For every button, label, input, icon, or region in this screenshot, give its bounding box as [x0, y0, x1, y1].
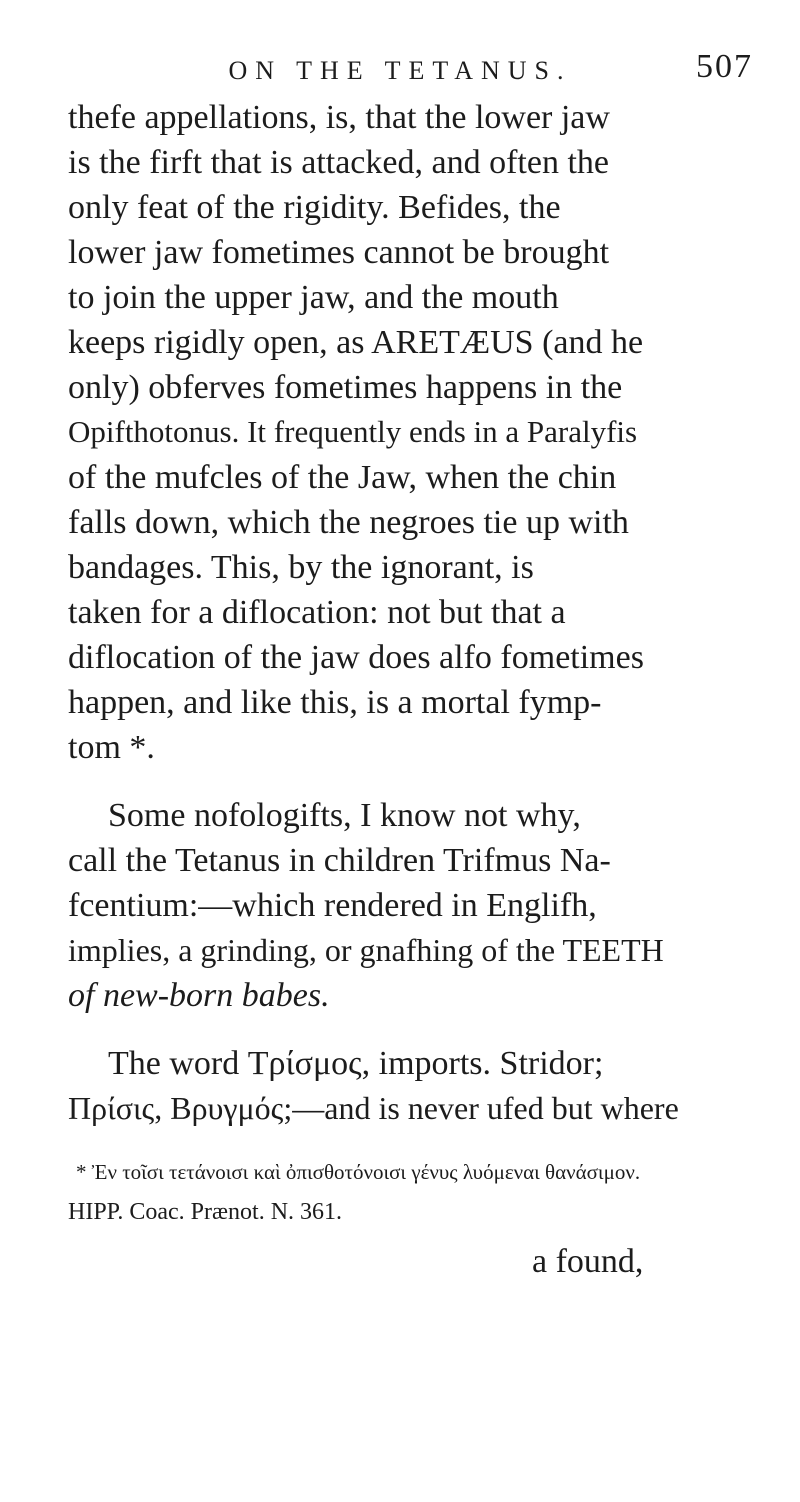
text-line: implies, a grinding, or gnafhing of the TEETH — [68, 932, 664, 968]
text-line: keeps rigidly open, as ARETÆUS (and he — [68, 324, 644, 361]
running-title: ON THE TETANUS. — [228, 56, 572, 85]
text-line: call the Tetanus in children Trifmus Na- — [68, 842, 611, 879]
text-line: happen, and like this, is a mortal fymp- — [68, 684, 602, 721]
footnote-citation: HIPP. Coac. Prænot. N. 361. — [68, 1199, 343, 1225]
catchword: a found, — [532, 1243, 644, 1280]
text-line: diflocation of the jaw does alfo fometimes — [68, 639, 644, 676]
text-line: only) obferves fometimes happens in the — [68, 369, 623, 406]
text-line: of the mufcles of the Jaw, when the chin — [68, 459, 617, 496]
text-line: is the firft that is attacked, and often the — [68, 144, 609, 181]
text-line: fcentium:—which rendered in Englifh, — [68, 887, 597, 924]
text-line: Some nofologifts, I know not why, — [108, 797, 581, 834]
page-number: 507 — [696, 48, 753, 85]
text-line: thefe appellations, is, that the lower jaw — [68, 99, 610, 136]
text-line: lower jaw fometimes cannot be brought — [68, 234, 610, 271]
text-line: taken for a diflocation: not but that a — [68, 594, 566, 631]
text-line: bandages. This, by the ignorant, is — [68, 549, 534, 586]
text-line: tom *. — [68, 729, 155, 766]
text-line: to join the upper jaw, and the mouth — [68, 279, 559, 316]
text-line: Πρίσις, Βρυγμός;—and is never ufed but where — [68, 1090, 679, 1126]
footnote-greek: * Ἐν τοῖσι τετάνοισι καὶ ὀπισθοτόνοισι γένυς λυόμεναι θανάσιμον. — [76, 1160, 641, 1184]
text-line: Opifthotonus. It frequently ends in a Paralyfis — [68, 414, 638, 449]
text-line: of new-born babes. — [68, 977, 330, 1014]
text-line: only feat of the rigidity. Befides, the — [68, 189, 561, 226]
text-line: The word Τρίσμος, imports. Stridor; — [108, 1045, 604, 1082]
text-line: falls down, which the negroes tie up with — [68, 504, 629, 541]
